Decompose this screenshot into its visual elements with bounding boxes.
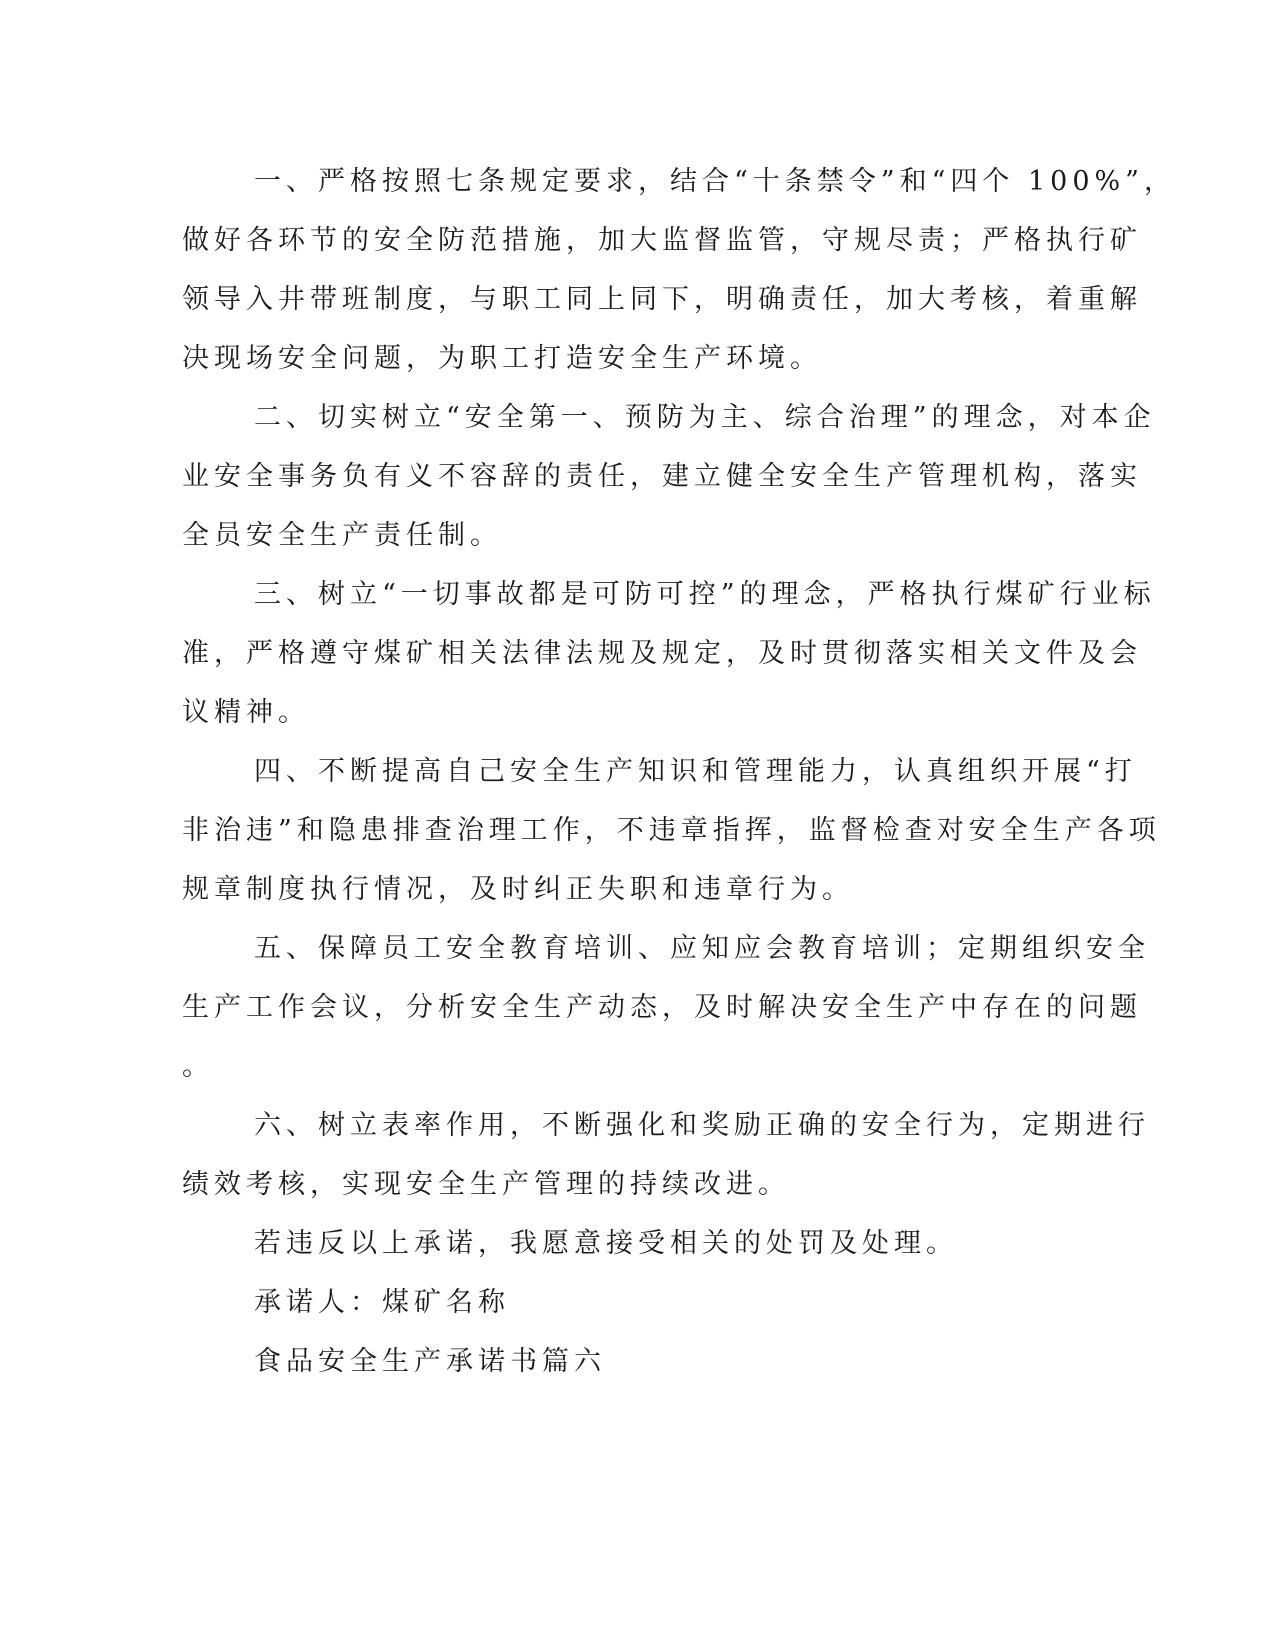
paragraph-1-line-4: 决现场安全问题，为职工打造安全生产环境。 [182, 343, 822, 374]
paragraph-3-line-3: 议精神。 [182, 697, 310, 728]
next-section-title: 食品安全生产承诺书篇六 [254, 1346, 606, 1377]
paragraph-1-line-2: 做好各环节的安全防范措施，加大监督监管，守规尽责；严格执行矿 [182, 225, 1142, 256]
paragraph-2-line-3: 全员安全生产责任制。 [182, 520, 502, 551]
paragraph-5-line-2: 生产工作会议，分析安全生产动态，及时解决安全生产中存在的问题 [182, 992, 1142, 1023]
paragraph-1-line-3: 领导入井带班制度，与职工同上同下，明确责任，加大考核，着重解 [182, 284, 1142, 315]
paragraph-5-line-1: 五、保障员工安全教育培训、应知应会教育培训；定期组织安全 [254, 933, 1150, 964]
paragraph-3-line-1: 三、树立“一切事故都是可防可控”的理念，严格执行煤矿行业标 [254, 579, 1156, 610]
paragraph-1-line-1: 一、严格按照七条规定要求，结合“十条禁令”和“四个 100%”， [254, 166, 1176, 197]
closing-statement: 若违反以上承诺，我愿意接受相关的处罚及处理。 [254, 1228, 958, 1259]
paragraph-4-line-1: 四、不断提高自己安全生产知识和管理能力，认真组织开展“打 [254, 756, 1137, 787]
paragraph-2-line-1: 二、切实树立“安全第一、预防为主、综合治理”的理念，对本企 [254, 402, 1156, 433]
paragraph-4-line-2: 非治违”和隐患排查治理工作，不违章指挥，监督检查对安全生产各项 [182, 815, 1161, 846]
paragraph-3-line-2: 准，严格遵守煤矿相关法律法规及规定，及时贯彻落实相关文件及会 [182, 638, 1142, 669]
pledger-line: 承诺人：煤矿名称 [254, 1287, 510, 1318]
paragraph-5-line-3: 。 [182, 1051, 214, 1082]
paragraph-4-line-3: 规章制度执行情况，及时纠正失职和违章行为。 [182, 874, 854, 905]
paragraph-6-line-1: 六、树立表率作用，不断强化和奖励正确的安全行为，定期进行 [254, 1110, 1150, 1141]
paragraph-2-line-2: 业安全事务负有义不容辞的责任，建立健全安全生产管理机构，落实 [182, 461, 1142, 492]
paragraph-6-line-2: 绩效考核，实现安全生产管理的持续改进。 [182, 1169, 790, 1200]
